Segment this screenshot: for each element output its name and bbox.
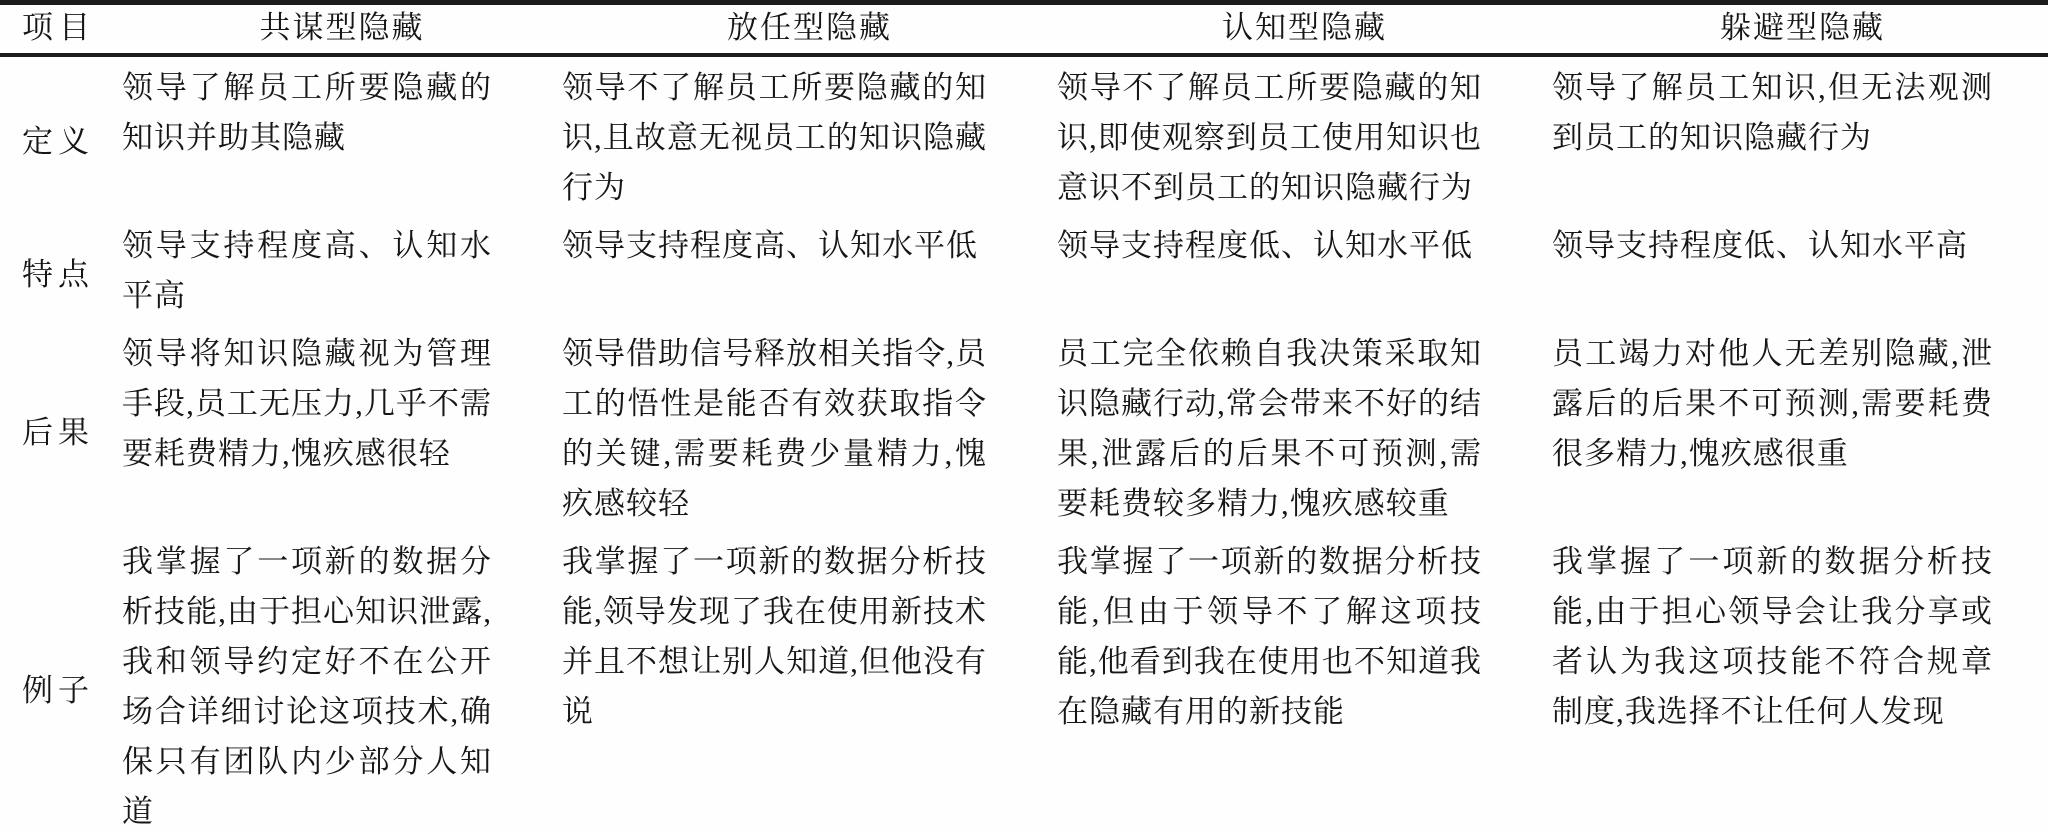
column-header-conspiratorial: 共谋型隐藏: [259, 10, 425, 45]
table-cell: 员工竭力对他人无差别隐藏,泄露后的后果不可预测,需要耗费很多精力,愧疚感很重: [1552, 336, 1993, 471]
table-cell: 领导支持程度高、认知水平高: [122, 228, 492, 313]
table-cell: 领导支持程度低、认知水平低: [1057, 228, 1473, 263]
column-header-laissez-faire: 放任型隐藏: [727, 10, 892, 45]
table-cell: 领导支持程度高、认知水平低: [562, 228, 978, 263]
table-cell: 领导不了解员工所要隐藏的知识,即使观察到员工使用知识也意识不到员工的知识隐藏行为: [1057, 70, 1482, 205]
table-row-definition: [0, 57, 2048, 215]
row-label: 特点: [22, 256, 94, 292]
table-header-row: [0, 5, 2048, 57]
table-cell: 领导支持程度低、认知水平高: [1552, 228, 1968, 263]
table-cell: 领导将知识隐藏视为管理手段,员工无压力,几乎不需要耗费精力,愧疚感很轻: [122, 336, 492, 471]
row-label: 定义: [22, 123, 94, 159]
table-cell: 领导借助信号释放相关指令,员工的悟性是能否有效获取指令的关键,需要耗费少量精力,愧疚感较轻: [562, 336, 987, 521]
row-label: 例子: [22, 672, 94, 708]
row-label: 后果: [22, 414, 94, 450]
table-cell: 我掌握了一项新的数据分析技能,领导发现了我在使用新技术并且不想让别人知道,但他没有说: [562, 544, 987, 729]
table-cell: 我掌握了一项新的数据分析技能,由于担心知识泄露,我和领导约定好不在公开场合详细讨论这项技术,确保只有团队内少部分人知道: [122, 544, 492, 829]
table-cell: 员工完全依赖自我决策采取知识隐藏行动,常会带来不好的结果,泄露后的后果不可预测,需要耗费较多精力,愧疚感较重: [1057, 336, 1482, 521]
table-cell: 领导了解员工所要隐藏的知识并助其隐藏: [122, 70, 492, 155]
column-header-item: 项目: [22, 10, 96, 45]
column-header-cognitive: 认知型隐藏: [1222, 10, 1387, 45]
table-cell: 领导了解员工知识,但无法观测到员工的知识隐藏行为: [1552, 70, 1993, 155]
table-row-example: [0, 531, 2048, 832]
table-cell: 我掌握了一项新的数据分析技能,由于担心领导会让我分享或者认为我这项技能不符合规章制度,我选择不让任何人发现: [1552, 544, 1993, 729]
table-cell: 我掌握了一项新的数据分析技能,但由于领导不了解这项技能,他看到我在使用也不知道我在隐藏有用的新技能: [1057, 544, 1482, 729]
table-row-characteristics: [0, 215, 2048, 323]
table-row-consequences: [0, 323, 2048, 531]
table-cell: 领导不了解员工所要隐藏的知识,且故意无视员工的知识隐藏行为: [562, 70, 987, 205]
column-header-evasive: 躲避型隐藏: [1720, 10, 1885, 45]
